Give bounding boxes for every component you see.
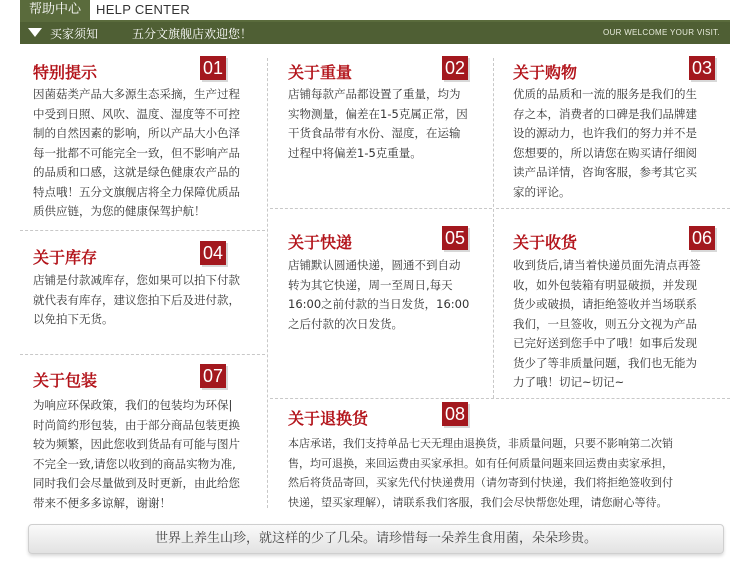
section-number-badge: 05 [442, 226, 468, 250]
row-divider-left-1 [20, 230, 265, 231]
body-line: 为响应环保政策，我们的包装均为环保| [33, 398, 233, 412]
body-line: 店铺每款产品都设置了重量，均为 [288, 87, 461, 101]
body-line: 力了哦！切记~切记~ [513, 375, 625, 389]
section-number-badge: 02 [442, 56, 468, 80]
section-packaging [33, 364, 263, 519]
body-line: 已完好送到您手中了哦！如事后发现 [513, 336, 697, 350]
welcome-text: OUR WELCOME YOUR VISIT. [603, 28, 720, 37]
body-line: 您想要的，所以请您在购买请仔细阅 [513, 145, 697, 160]
section-number-badge: 06 [689, 226, 715, 250]
body-line: 收到货后,请当着快递员面先清点再签 [513, 258, 701, 272]
body-line: 较为频繁，因此您收到货品有可能与图片 [33, 437, 240, 451]
body-line: 因菌菇类产品大多源生态采摘，生产过程 [33, 87, 240, 101]
section-title: 特别提示 [33, 63, 98, 82]
body-line: 就代表有库存，建议您拍下后及进付款， [33, 292, 240, 307]
body-line: 的品质和口感，这就是绿色健康农产品的 [33, 165, 240, 179]
body-line: 存之本，消费者的口碑是我们品牌建 [513, 106, 697, 121]
section-special-notice [33, 56, 263, 226]
section-number-badge: 03 [689, 56, 715, 80]
help-center-tab[interactable]: 帮助中心 [20, 0, 90, 20]
body-line: 货少或破损，请拒绝签收并当场联系 [513, 297, 697, 311]
body-line: 制的自然因素的影响，所以产品大小色泽 [33, 126, 240, 140]
body-line: 带来不便多多谅解，谢谢！ [33, 495, 171, 510]
section-body [288, 434, 673, 512]
body-line: 时尚简约形包装，由于部分商品包装更换 [33, 417, 240, 432]
body-line: 不完全一致,请您以收到的商品实物为准, [33, 456, 236, 471]
row-divider-right-2 [270, 398, 730, 399]
section-title: 关于退换货 [288, 409, 369, 428]
section-title: 关于重量 [288, 63, 353, 82]
section-body [33, 85, 240, 222]
section-title: 关于收货 [513, 233, 578, 252]
triangle-down-icon [28, 28, 42, 37]
notice-title: 买家须知 [50, 27, 99, 41]
body-line: 设的源动力，也许我们的努力并不是 [513, 126, 697, 140]
section-inventory [33, 241, 263, 341]
notice-subtitle: 五分文旗舰店欢迎您！ [132, 27, 253, 41]
section-body [33, 396, 240, 513]
section-title: 关于购物 [513, 63, 578, 82]
body-line: 我们，一旦签收，则五分文视为产品 [513, 316, 697, 331]
section-body [288, 256, 469, 334]
body-line: 质供应链，为您的健康保驾护航！ [33, 204, 206, 218]
column-divider-2 [493, 58, 494, 398]
body-line: 之后付款的次日发货。 [288, 316, 403, 331]
section-body [513, 85, 697, 202]
section-title: 关于快递 [288, 233, 353, 252]
body-line: 中受到日照、风吹、温度、湿度等不可控 [33, 106, 240, 121]
section-body [513, 256, 701, 393]
body-line: 转为其它快递，周一至周日,每天 [288, 277, 453, 292]
body-line: 店铺是付款减库存，您如果可以拍下付款 [33, 273, 240, 287]
body-line: 优质的品质和一流的服务是我们的生 [513, 87, 697, 101]
section-delivery [288, 226, 488, 346]
section-receiving [513, 226, 728, 396]
body-line: 本店承诺，我们支持单品七天无理由退换货，非质量问题，只要不影响第二次销 [288, 437, 673, 450]
column-divider-1 [267, 58, 268, 508]
body-line: 家的评论。 [513, 184, 571, 199]
body-line: 读产品详情，咨询客服，参考其它买 [513, 165, 697, 179]
section-title: 关于库存 [33, 248, 98, 267]
section-number-badge: 07 [200, 364, 226, 388]
body-line: 快递，望买家理解），请联系我们客服，我们会尽快帮您处理，请您耐心等待。 [288, 495, 668, 509]
section-returns [288, 402, 728, 520]
row-divider-left-2 [20, 354, 265, 355]
section-number-badge: 01 [200, 56, 226, 80]
footer-slogan-bar: 世界上养生山珍，就这样的少了几朵。请珍惜每一朵养生食用菌，朵朵珍贵。 [28, 524, 724, 554]
section-title: 关于包装 [33, 371, 98, 390]
body-line: 16:00之前付款的当日发货，16:00 [288, 297, 470, 311]
body-line: 实物测量，偏差在1-5克属正常，因 [288, 106, 468, 121]
notice-bar [20, 22, 730, 44]
section-number-badge: 04 [200, 241, 226, 265]
section-shopping [513, 56, 728, 206]
body-line: 过程中将偏差1-5克重量。 [288, 145, 422, 160]
section-weight [288, 56, 488, 206]
body-line: 售，均可退换，来回运费由买家承担。如有任何质量问题来回运费由卖家承担， [288, 456, 673, 470]
row-divider-mid-1 [270, 208, 492, 209]
body-line: 收，如外包装箱有明显破损，并发现 [513, 277, 697, 292]
section-body [288, 85, 468, 163]
body-line: 每一批都不可能完全一致，但不影响产品 [33, 145, 240, 160]
body-line: 店铺默认圆通快递，圆通不到自动 [288, 258, 461, 272]
body-line: 然后将货品寄回，买家先代付快递费用（请勿寄到付快递，我们将拒绝签收到付 [288, 476, 673, 489]
section-body [33, 271, 240, 330]
row-divider-right-1 [496, 208, 730, 209]
help-center-english-label: HELP CENTER [96, 2, 191, 17]
body-line: 干货食品带有水份、湿度，在运输 [288, 126, 461, 140]
body-line: 特点哦！五分文旗舰店将全力保障优质品 [33, 184, 240, 199]
body-line: 同时我们会尽量做到及时更新，由此给您 [33, 476, 240, 490]
body-line: 货少了等非质量问题，我们也无能为 [513, 355, 697, 370]
section-number-badge: 08 [442, 402, 468, 426]
body-line: 以免拍下无货。 [33, 312, 114, 326]
help-center-header [0, 0, 750, 22]
